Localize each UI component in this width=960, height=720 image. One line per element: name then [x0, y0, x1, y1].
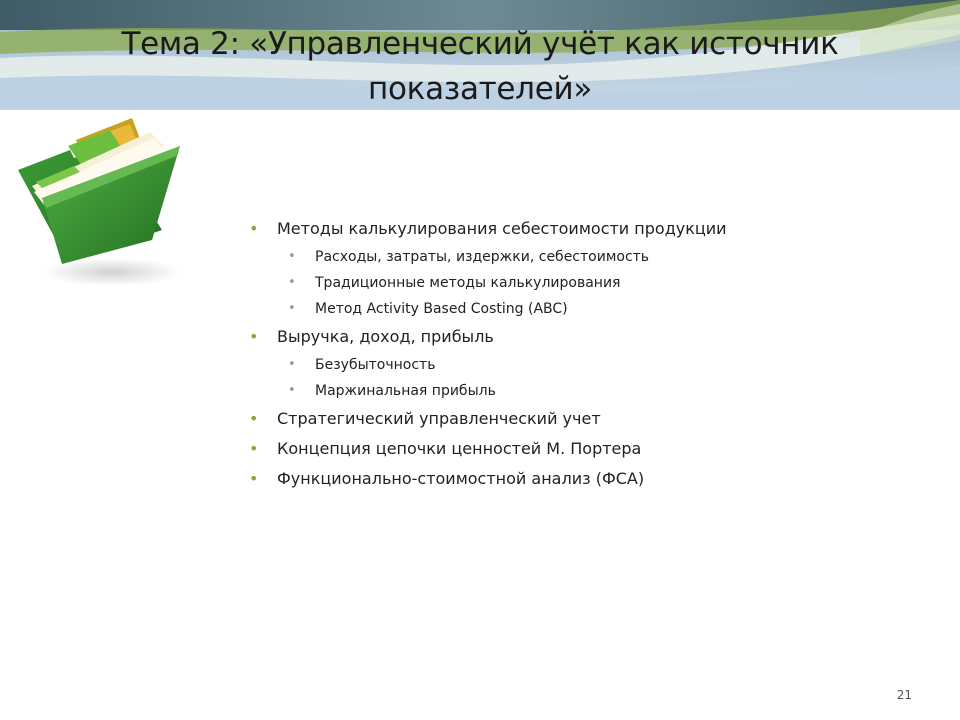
list-item-text: Метод Activity Based Costing (ABC) — [315, 301, 568, 317]
list-item-text: Маржинальная прибыль — [315, 383, 496, 399]
bullet-dot-icon: • — [249, 409, 259, 428]
list-item-text: Стратегический управленческий учет — [277, 409, 601, 428]
list-item-text: Безубыточность — [315, 357, 436, 373]
list-item — [249, 214, 889, 244]
bullet-dot-icon: • — [288, 275, 296, 290]
bullet-dot-icon: • — [249, 219, 259, 238]
list-item-text: Функционально-стоимостной анализ (ФСА) — [277, 469, 645, 488]
bullet-list — [249, 214, 889, 494]
list-item — [249, 434, 889, 464]
bullet-dot-icon: • — [288, 249, 296, 264]
list-item — [249, 296, 889, 322]
slide-title-line2: показателей» — [368, 71, 592, 107]
list-item-text: Методы калькулирования себестоимости продукции — [277, 219, 727, 238]
folder-icon — [12, 112, 192, 292]
bullet-dot-icon: • — [249, 439, 259, 458]
page-number: 21 — [896, 688, 912, 702]
list-item-text: Выручка, доход, прибыль — [277, 327, 494, 346]
list-item — [249, 404, 889, 434]
list-item — [249, 244, 889, 270]
list-item — [249, 378, 889, 404]
list-item-text: Расходы, затраты, издержки, себестоимость — [315, 249, 650, 265]
bullet-dot-icon: • — [288, 383, 296, 398]
bullet-dot-icon: • — [288, 301, 296, 316]
list-item — [249, 270, 889, 296]
bullet-dot-icon: • — [288, 357, 296, 372]
list-item-text: Традиционные методы калькулирования — [315, 275, 621, 291]
list-item — [249, 464, 889, 494]
list-item — [249, 352, 889, 378]
bullet-dot-icon: • — [249, 327, 259, 346]
slide-title-line1: Тема 2: «Управленческий учёт как источник — [121, 26, 839, 62]
slide-title — [60, 22, 900, 112]
list-item — [249, 322, 889, 352]
list-item-text: Концепция цепочки ценностей М. Портера — [277, 439, 642, 458]
bullet-dot-icon: • — [249, 469, 259, 488]
